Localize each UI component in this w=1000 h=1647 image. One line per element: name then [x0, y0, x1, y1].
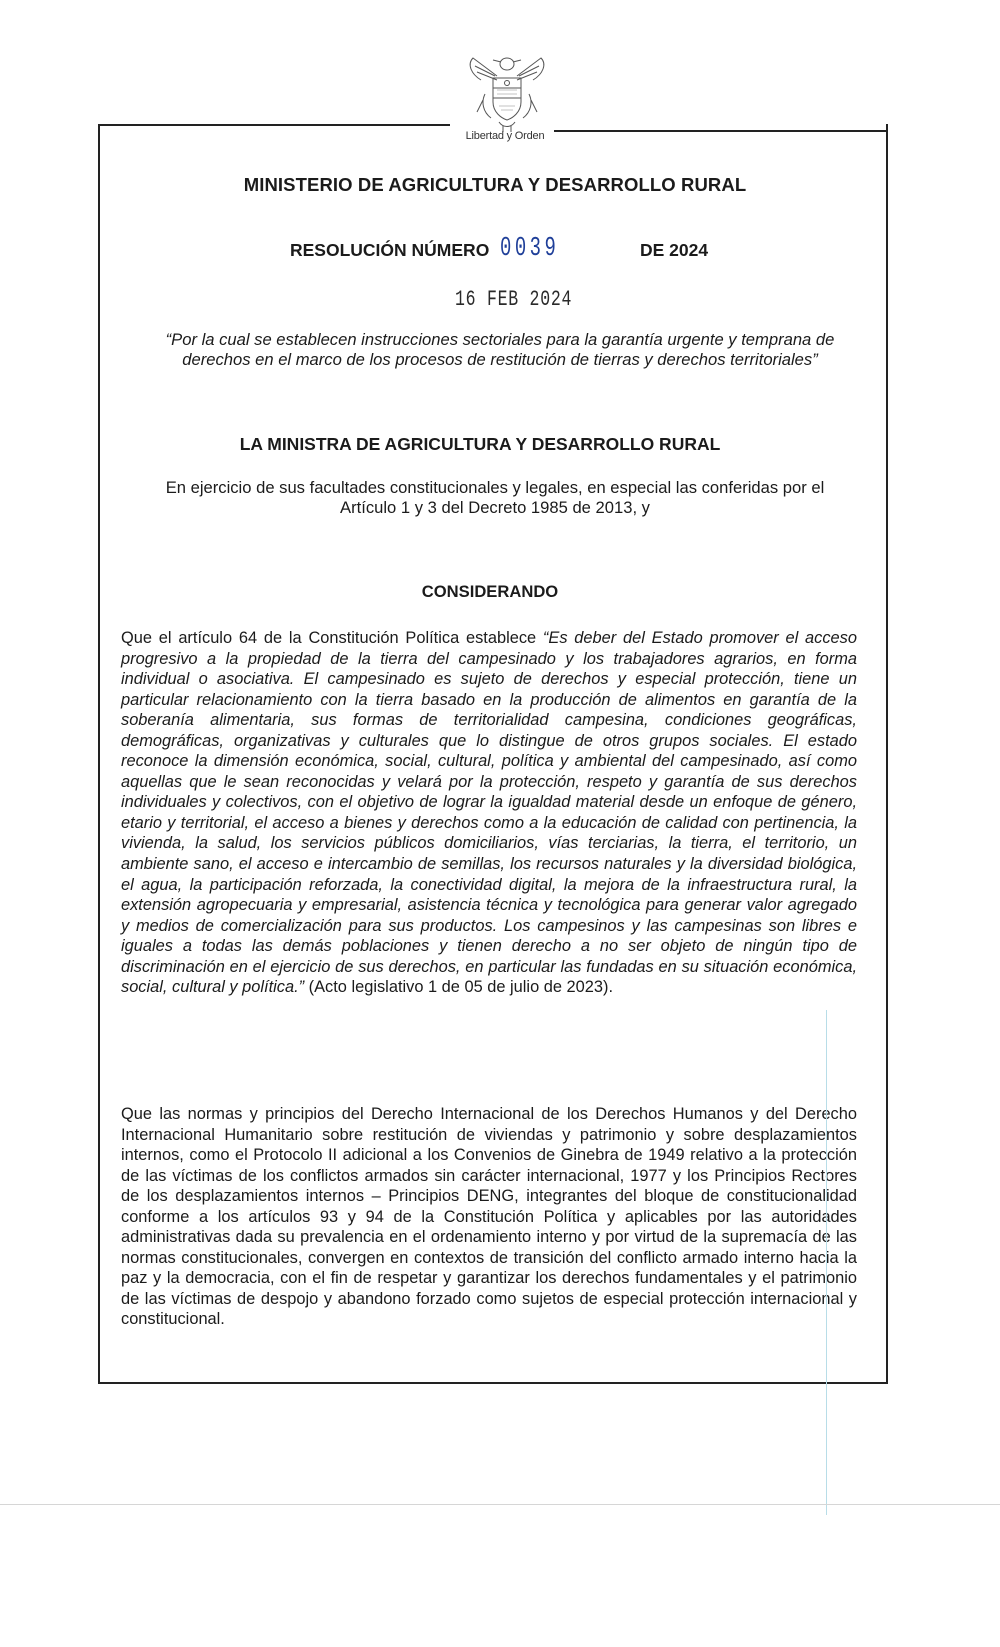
issuing-authority: LA MINISTRA DE AGRICULTURA Y DESARROLLO RURAL [239, 434, 721, 454]
paragraph-1-tail: (Acto legislativo 1 de 05 de julio de 2023). [304, 978, 613, 997]
considering-paragraph-2: Que las normas y principios del Derecho Internacional de los Derechos Humanos y del Derecho Internacional Humanitario sobre restitución de viviendas y patrimonio y sobre desplazamientos internos, como el Protocolo II adicional a los Convenios de Ginebra de 1949 relativo a la protección de las víctimas de los conflictos armados sin carácter internacional, 1977 y los Principios Rectores de los desplazamientos internos – Principios DENG, integrantes del bloque de constitucionalidad conforme a los artículos 93 y 94 de la Constitución Política y aplicables por las autoridades administrativas dada su prevalencia en el ordenamiento interno y por virtud de la supremacía de las normas constitucionales, convergen en contextos de transición del conflicto armado interno hacia la paz y la democracia, con el fin de respetar y garantizar los derechos fundamentales y el patrimonio de las víctimas de despojo y abandono forzado como sujetos de especial protección internacional y constitucional. [121, 1105, 857, 1329]
legal-powers: En ejercicio de sus facultades constitucionales y legales, en especial las conferidas por el Artículo 1 y 3 del Decreto 1985 de 2013, y [165, 478, 825, 517]
scan-artifact-horizontal [0, 1504, 1000, 1505]
date-stamp: 16 FEB 2024 [455, 287, 573, 312]
paragraph-1-lead: Que el artículo 64 de la Constitución Política establece [121, 629, 543, 647]
resolution-year: DE 2024 [640, 240, 709, 260]
scan-artifact-vertical [826, 1010, 827, 1515]
ministry-title: MINISTERIO DE AGRICULTURA Y DESARROLLO RURAL [243, 174, 747, 195]
paragraph-1-quote: “Es deber del Estado promover el acceso progresivo a la propiedad de la tierra del campesinado y los trabajadores agrarios, en forma individual o asociativa. El campesinado es sujeto de derechos y especial protección, tiene un particular relacionamiento con la tierra basado en la producción de alimentos en garantía de la soberanía alimentaria, sus formas de territorialidad campesina, condiciones geográficas, demográficas, organizativas y culturales que lo distingue de otros grupos sociales. El estado reconoce la dimensión económica, social, cultural, política y ambiental del campesinado, así como aquellas que le sean reconocidas y velará por la protección, respeto y garantía de sus derechos individuales y colectivos, con el objetivo de lograr la igualdad material desde un enfoque de género, etario y territorial, el acceso a bienes y derechos como a la educación de calidad con pertinencia, la vivienda, la salud, los servicios públicos domiciliarios, vías terciarias, la tierra, el territorio, un ambiente sano, el acceso e intercambio de semillas, los recursos naturales y la diversidad biológica, el agua, la participación reforzada, la conectividad digital, la mejora de la infraestructura rural, la extensión agropecuaria y empresarial, asistencia técnica y tecnológica para generar valor agregado y medios de comercialización para sus productos. Los campesinos y las campesinas son libres e iguales a todas las demás poblaciones y tienen derecho a no ser objeto de ningún tipo de discriminación en el ejercicio de sus derechos, en particular las fundadas en su situación económica, social, cultural y política.” [121, 629, 857, 997]
resolution-epigraph: “Por la cual se establecen instrucciones sectoriales para la garantía urgente y temprana de derechos en el marco de los procesos de restitución de tierras y derechos territoriales” [165, 330, 835, 369]
considering-heading: CONSIDERANDO [421, 582, 559, 601]
considering-paragraph-1 [121, 628, 857, 998]
coat-of-arms-icon [463, 50, 551, 132]
motto-text: Libertad y Orden [465, 130, 545, 142]
resolution-number-stamp: 0039 [500, 234, 560, 264]
resolution-prefix: RESOLUCIÓN NÚMERO [290, 240, 490, 260]
